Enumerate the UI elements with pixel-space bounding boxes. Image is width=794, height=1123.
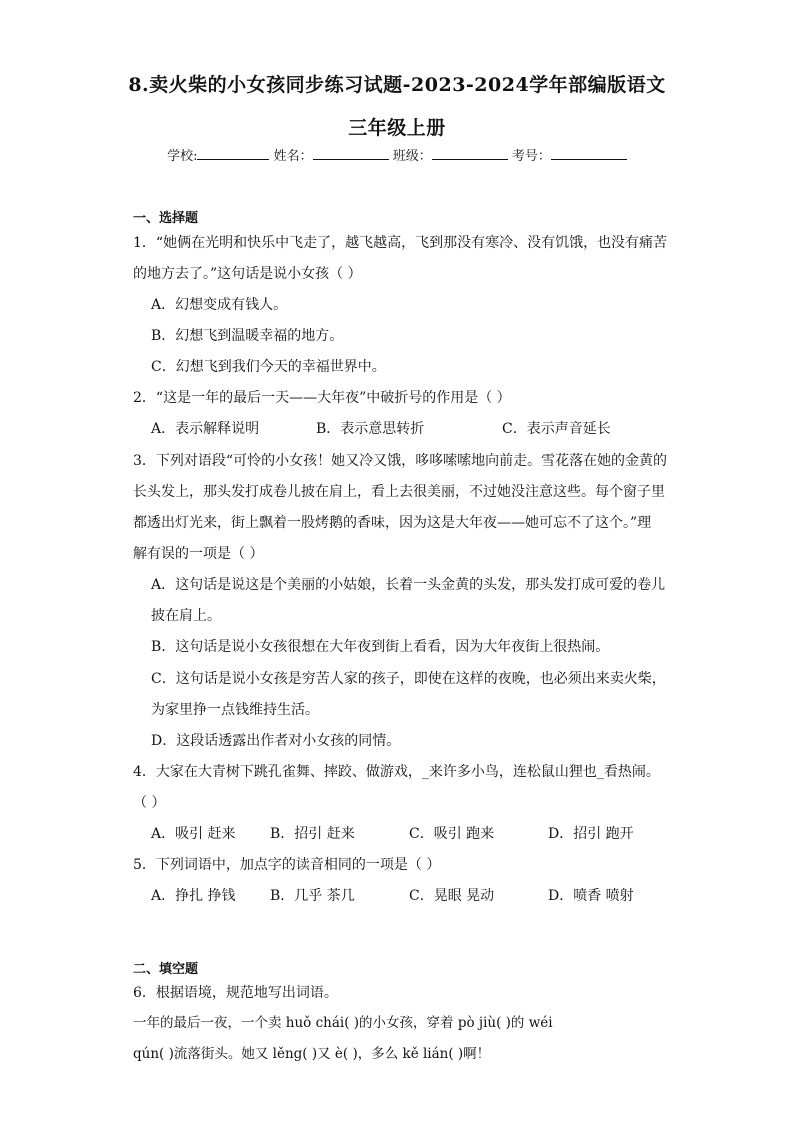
question-2-option-a: A．表示解释说明: [151, 421, 260, 437]
question-5-option-a: A．挣扎 挣钱: [151, 888, 236, 904]
question-3-line-3: 都透出灯光来，街上飘着一股烤鹅的香味，因为这是大年夜——她可忘不了这个。”理: [133, 515, 652, 531]
section-heading-choice: 一、选择题: [133, 211, 199, 226]
question-4-option-d: D．招引 跑开: [548, 826, 634, 842]
school-blank[interactable]: [197, 147, 269, 160]
question-3-option-c-line-1: C．这句话是说小女孩是穷苦人家的孩子，即使在这样的夜晚，也必须出来卖火柴，: [151, 671, 666, 687]
question-2-option-b: B．表示意思转折: [316, 421, 425, 437]
question-3-option-a-line-2: 披在肩上。: [151, 608, 221, 624]
question-1-option-b: B．幻想飞到温暖幸福的地方。: [151, 328, 344, 344]
question-3-option-d: D．这段话透露出作者对小女孩的同情。: [151, 733, 401, 749]
section-heading-fill-in: 二、填空题: [133, 962, 199, 977]
question-5-option-b: B．几乎 茶几: [270, 888, 355, 904]
class-label: 班级：: [392, 149, 432, 164]
question-6-line-3: qún( )流落街头。她又 lěng( )又 è( )，多么 kě lián( )啊！: [133, 1046, 491, 1062]
question-4-line-1: 4．大家在大青树下跳孔雀舞、摔跤、做游戏，_来许多小鸟，连松鼠山狸也_看热闹。: [133, 764, 660, 780]
question-3-option-b: B．这句话是说小女孩很想在大年夜到街上看看，因为大年夜街上很热闹。: [151, 639, 610, 655]
exam-number-blank[interactable]: [551, 147, 627, 160]
student-info-row: [0, 145, 794, 164]
question-1-line-1: 1．“她俩在光明和快乐中飞走了，越飞越高，飞到那没有寒冷、没有饥饿，也没有痛苦: [133, 235, 668, 251]
question-4-option-b: B．招引 赶来: [270, 826, 355, 842]
question-2-line-1: 2．“这是一年的最后一天——大年夜”中破折号的作用是（ ）: [133, 390, 511, 406]
question-6-line-2: 一年的最后一夜，一个卖 huǒ chái( )的小女孩，穿着 pò jiù( )的 wéi: [133, 1015, 553, 1031]
question-3-line-1: 3．下列对语段“可怜的小女孩！她又冷又饿，哆哆嗦嗦地向前走。雪花落在她的金黄的: [133, 453, 668, 469]
question-3-option-c-line-2: 为家里挣一点钱维持生活。: [151, 702, 319, 718]
question-3-line-2: 长头发上，那头发打成卷儿披在肩上，看上去很美丽，不过她没注意这些。每个窗子里: [133, 484, 665, 500]
question-3-option-a-line-1: A．这句话是说这是个美丽的小姑娘，长着一头金黄的头发，那头发打成可爱的卷儿: [151, 577, 666, 593]
question-1-option-c: C．幻想飞到我们今天的幸福世界中。: [151, 359, 386, 375]
question-4-option-c: C．吸引 跑来: [409, 826, 495, 842]
question-1-option-a: A．幻想变成有钱人。: [151, 297, 288, 313]
question-4-line-2: （ ）: [133, 795, 166, 811]
question-1-line-2: 的地方去了。”这句话是说小女孩（ ）: [133, 266, 362, 282]
question-2-option-c: C．表示声音延长: [502, 421, 611, 437]
title-line-2: 三年级上册: [348, 117, 446, 139]
question-5-option-c: C．晃眼 晃动: [409, 888, 495, 904]
question-5-line-1: 5．下列词语中，加点字的读音相同的一项是（ ）: [133, 857, 441, 873]
school-label: 学校:: [167, 149, 198, 164]
question-3-line-4: 解有误的一项是（ ）: [133, 546, 264, 562]
question-5-option-d: D．喷香 喷射: [548, 888, 634, 904]
name-label: 姓名：: [273, 149, 313, 164]
class-blank[interactable]: [432, 147, 508, 160]
exam-number-label: 考号：: [511, 149, 551, 164]
name-blank[interactable]: [313, 147, 389, 160]
title-line-1: 8.卖火柴的小女孩同步练习试题-2023-2024学年部编版语文: [128, 74, 666, 96]
question-6-line-1: 6．根据语境，规范地写出词语。: [133, 985, 338, 1001]
question-4-option-a: A．吸引 赶来: [151, 826, 236, 842]
